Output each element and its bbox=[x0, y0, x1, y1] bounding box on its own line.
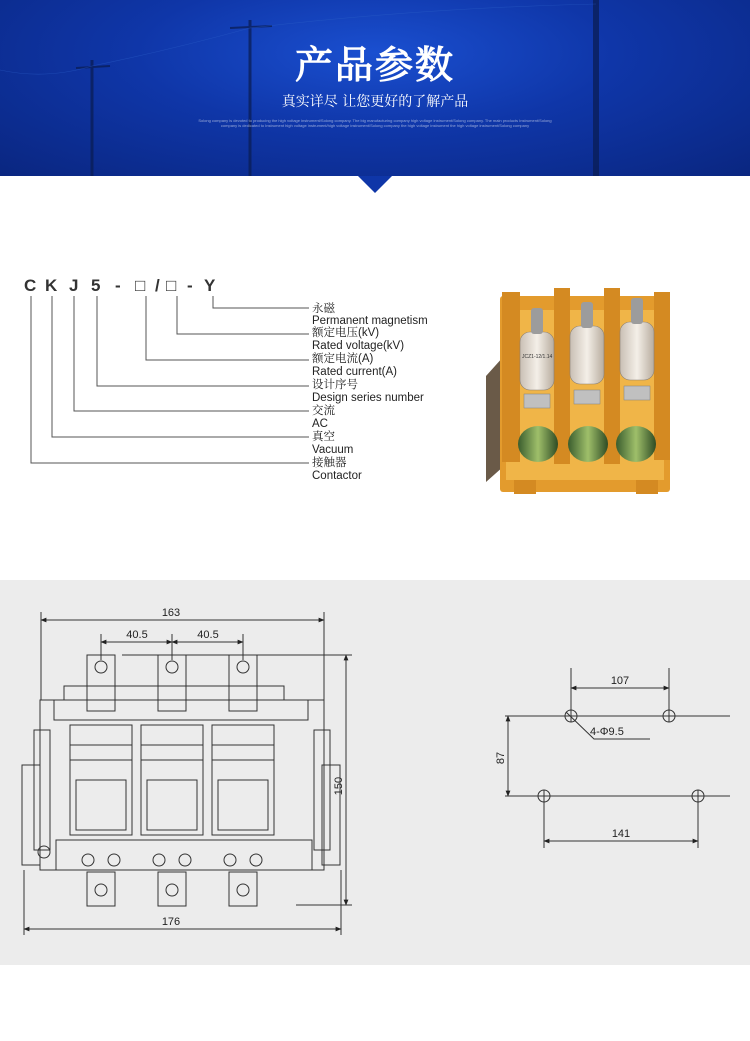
code-char: / bbox=[155, 276, 160, 295]
legend-en-vacuum: Vacuum bbox=[312, 444, 354, 456]
mounting-hole-pattern bbox=[505, 668, 730, 848]
legend-en-ac: AC bbox=[312, 418, 328, 430]
code-char: J bbox=[69, 276, 79, 295]
code-char: - bbox=[187, 276, 193, 295]
hole-spec: 4-Φ9.5 bbox=[590, 726, 624, 738]
code-char: C bbox=[24, 276, 37, 295]
code-char: Y bbox=[204, 276, 216, 295]
banner-subtitle: 真实详尽 让您更好的了解产品 bbox=[281, 94, 469, 110]
legend-en-design: Design series number bbox=[312, 392, 424, 404]
code-char: 5 bbox=[91, 276, 101, 295]
dim-vertical-spacing: 87 bbox=[495, 751, 507, 765]
legend-cn-voltage: 额定电压(kV) bbox=[312, 327, 380, 339]
legend-cn-ac: 交流 bbox=[312, 405, 335, 417]
code-char: □ bbox=[166, 276, 177, 295]
dim-top-spacing: 107 bbox=[610, 675, 630, 687]
code-char: □ bbox=[135, 276, 146, 295]
legend-cn-design: 设计序号 bbox=[312, 379, 358, 391]
legend-cn-permanent: 永磁 bbox=[312, 303, 335, 315]
legend-cn-vacuum: 真空 bbox=[312, 431, 335, 443]
legend-cn-contactor: 接触器 bbox=[312, 457, 347, 469]
dim-height: 150 bbox=[333, 776, 345, 796]
legend-en-contactor: Contactor bbox=[312, 470, 362, 482]
dim-width-top: 163 bbox=[161, 607, 181, 619]
banner-title: 产品参数 bbox=[294, 43, 455, 87]
banner-fine-print: Solong company is devoted to producing the high voltage instrument/Solong company. The big manufacturing company high voltage instrument/Solong company. The main products Instrument/Solong company is dedicated to Instrument high voltage instrument/high voltage instrument/Solong company the high voltage instrument the high voltage instrument/Solong company bbox=[198, 118, 552, 128]
interrupter-label: JCZ1-12/1.14 bbox=[522, 354, 553, 360]
legend-cn-current: 额定电流(A) bbox=[312, 353, 374, 365]
code-char: - bbox=[115, 276, 121, 295]
code-char: K bbox=[45, 276, 58, 295]
legend-en-current: Rated current(A) bbox=[312, 366, 398, 378]
legend-en-permanent: Permanent magnetism bbox=[312, 315, 428, 327]
dim-width-bottom: 176 bbox=[161, 916, 181, 928]
front-view-outline bbox=[22, 655, 340, 906]
dim-bottom-spacing: 141 bbox=[611, 828, 631, 840]
legend-en-voltage: Rated voltage(kV) bbox=[312, 340, 405, 352]
dim-pitch-right: 40.5 bbox=[197, 629, 219, 641]
dim-pitch-left: 40.5 bbox=[126, 629, 148, 641]
